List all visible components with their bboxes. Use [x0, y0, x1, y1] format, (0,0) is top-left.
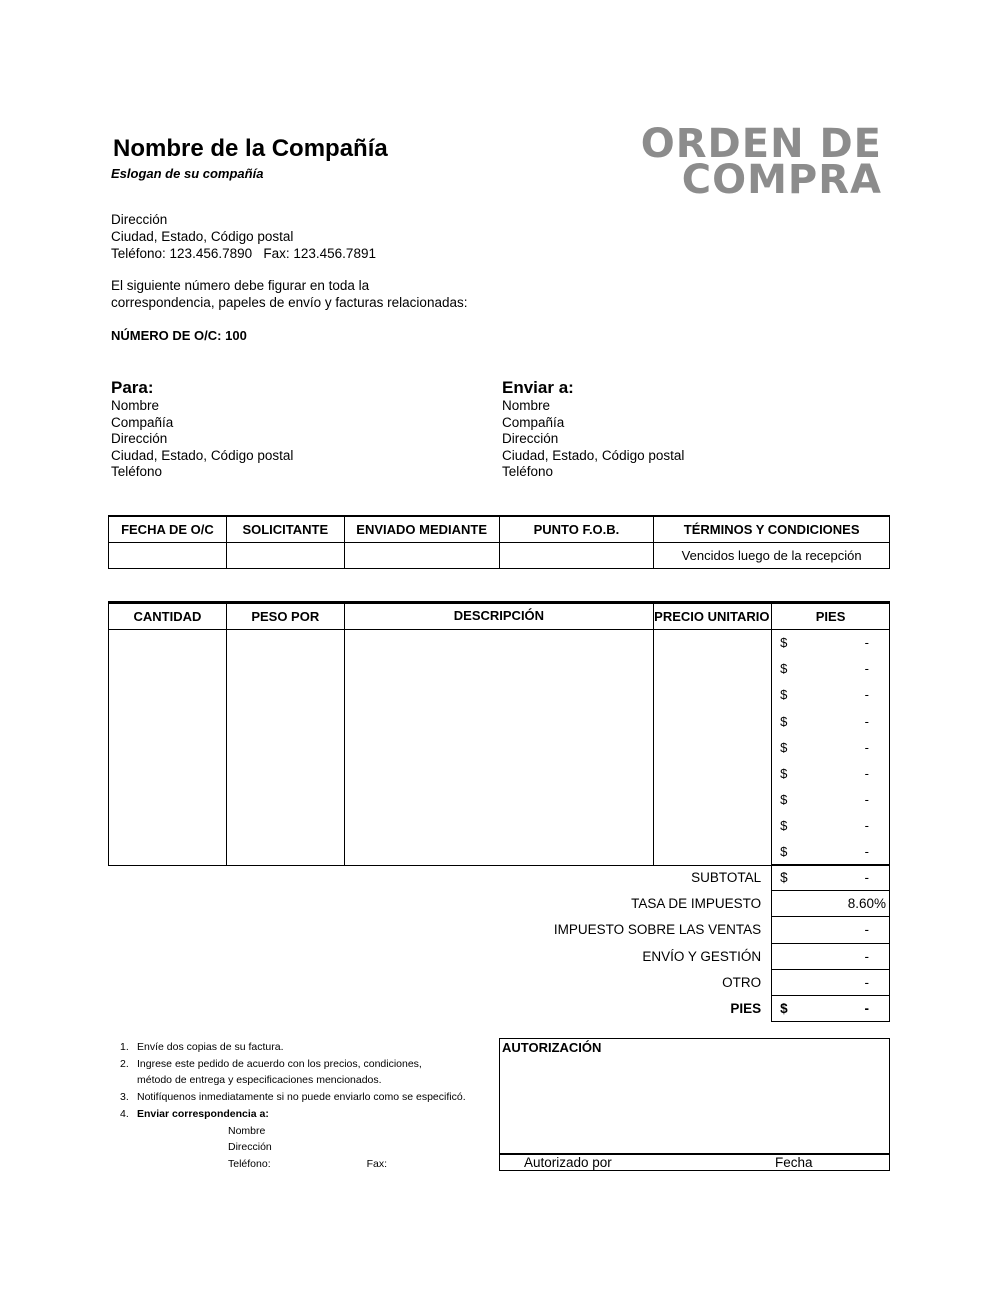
currency-symbol: $	[780, 661, 788, 677]
ship-to-company: Compañía	[502, 414, 565, 430]
weight-cell[interactable]	[226, 630, 344, 656]
header-po-date: FECHA DE O/C	[109, 516, 227, 542]
po-number-value: 100	[225, 328, 247, 343]
unit-price-cell[interactable]	[654, 734, 772, 760]
currency-symbol: $	[780, 635, 788, 651]
currency-symbol: $	[780, 844, 788, 860]
line-items-table	[108, 601, 890, 866]
description-cell[interactable]	[344, 760, 653, 786]
currency-symbol: $	[780, 792, 788, 808]
subtotal-row	[540, 865, 890, 891]
notice-line: El siguiente número debe figurar en toda la	[111, 278, 370, 293]
header-description: DESCRIPCIÓN	[344, 603, 653, 630]
ship-to-city: Ciudad, Estado, Código postal	[502, 447, 685, 463]
line-total: -	[864, 713, 869, 729]
line-total-cell	[772, 787, 890, 813]
description-cell[interactable]	[344, 708, 653, 734]
instructions-list	[120, 1039, 466, 1173]
unit-price-cell[interactable]	[654, 630, 772, 656]
table-row	[109, 839, 890, 865]
header-requester: SOLICITANTE	[226, 516, 344, 542]
city-line: Ciudad, Estado, Código postal	[111, 229, 294, 244]
line-total: -	[864, 635, 869, 651]
bill-to-heading: Para:	[111, 378, 154, 397]
contact-address-text: Dirección	[228, 1141, 272, 1154]
document-title-line1: ORDEN DE	[640, 121, 882, 167]
po-notice	[111, 277, 467, 311]
currency-symbol: $	[780, 739, 788, 755]
item-text: Ingrese este pedido de acuerdo con los precios, condiciones,	[137, 1057, 422, 1070]
weight-cell[interactable]	[226, 734, 344, 760]
subtotal-value	[772, 865, 890, 891]
subtotal-amount: -	[864, 870, 869, 886]
bill-to-block	[111, 378, 293, 481]
totals-table	[540, 864, 890, 1022]
header-shipped-via: ENVIADO MEDIANTE	[344, 516, 499, 542]
ship-to-heading: Enviar a:	[502, 378, 574, 397]
other-label: OTRO	[722, 974, 762, 990]
fob-point-cell[interactable]	[499, 542, 654, 568]
total-value	[772, 995, 890, 1021]
quantity-cell[interactable]	[109, 708, 227, 734]
weight-cell[interactable]	[226, 760, 344, 786]
bill-to-address: Dirección	[111, 431, 168, 447]
bill-to-phone: Teléfono	[111, 464, 163, 480]
line-total-cell	[772, 708, 890, 734]
ship-to-phone: Teléfono	[502, 464, 554, 480]
unit-price-cell[interactable]	[654, 839, 772, 865]
authorized-by-label: Autorizado por	[524, 1155, 612, 1170]
total-label: PIES	[730, 1001, 762, 1017]
item-text: Enviar correspondencia a:	[137, 1107, 269, 1120]
currency-symbol: $	[780, 870, 788, 886]
currency-symbol: $	[780, 713, 788, 729]
contact-fax-label: Fax:	[366, 1157, 388, 1170]
header-fob-point: PUNTO F.O.B.	[499, 516, 654, 542]
line-total-cell	[772, 734, 890, 760]
list-item	[120, 1056, 466, 1073]
line-items-header-row	[109, 603, 890, 630]
item-number: 2.	[120, 1057, 129, 1070]
total-row	[540, 995, 890, 1021]
subtotal-label: SUBTOTAL	[691, 870, 762, 886]
line-total-cell	[772, 630, 890, 656]
header-unit-price: PRECIO UNITARIO	[654, 603, 772, 630]
ship-to-name: Nombre	[502, 398, 551, 413]
authorization-title: AUTORIZACIÓN	[502, 1040, 602, 1055]
terms-cell[interactable]: Vencidos luego de la recepción	[654, 542, 890, 568]
sales-tax-label: IMPUESTO SOBRE LAS VENTAS	[553, 922, 762, 938]
bill-to-company: Compañía	[111, 414, 174, 430]
ship-to-address: Dirección	[502, 431, 559, 447]
table-row	[109, 813, 890, 839]
unit-price-cell[interactable]	[654, 813, 772, 839]
list-item	[120, 1072, 466, 1089]
quantity-cell[interactable]	[109, 787, 227, 813]
weight-cell[interactable]	[226, 787, 344, 813]
line-total: -	[864, 792, 869, 808]
po-number	[111, 328, 247, 343]
tax-rate-input[interactable]: 8.60%	[772, 891, 890, 917]
item-number	[120, 1072, 137, 1089]
description-cell[interactable]	[344, 813, 653, 839]
line-total: -	[864, 844, 869, 860]
line-total: -	[864, 766, 869, 782]
order-info-values-row	[109, 542, 890, 568]
bill-to-name: Nombre	[111, 398, 160, 413]
header-terms: TÉRMINOS Y CONDICIONES	[654, 516, 890, 542]
contact-name	[120, 1123, 466, 1140]
shipping-input[interactable]: -	[772, 943, 890, 969]
line-total-cell	[772, 682, 890, 708]
list-item	[120, 1106, 466, 1123]
unit-price-cell[interactable]	[654, 787, 772, 813]
po-date-cell[interactable]	[109, 542, 227, 568]
table-row	[109, 760, 890, 786]
weight-cell[interactable]	[226, 708, 344, 734]
weight-cell[interactable]	[226, 682, 344, 708]
line-total: -	[864, 739, 869, 755]
item-text: Envíe dos copias de su factura.	[137, 1041, 284, 1053]
contact-address	[120, 1139, 466, 1156]
ship-to-block	[502, 378, 684, 481]
quantity-cell[interactable]	[109, 813, 227, 839]
order-info-header-row	[109, 516, 890, 542]
po-number-label: NÚMERO DE O/C:	[111, 328, 222, 343]
quantity-cell[interactable]	[109, 734, 227, 760]
weight-cell[interactable]	[226, 656, 344, 682]
description-cell[interactable]	[344, 682, 653, 708]
unit-price-cell[interactable]	[654, 760, 772, 786]
contact-phone-fax	[120, 1156, 466, 1173]
other-input[interactable]: -	[772, 969, 890, 995]
list-item	[120, 1039, 466, 1056]
contact-phone-label: Teléfono:	[228, 1157, 271, 1170]
table-row	[109, 734, 890, 760]
weight-cell[interactable]	[226, 839, 344, 865]
line-total: -	[864, 687, 869, 703]
line-total-cell	[772, 839, 890, 865]
currency-symbol: $	[780, 1001, 788, 1017]
company-address	[111, 211, 376, 262]
order-info-table	[108, 515, 890, 569]
item-number: 3.	[120, 1091, 129, 1104]
requester-cell[interactable]	[226, 542, 344, 568]
table-row	[109, 656, 890, 682]
tax-rate-label: TASA DE IMPUESTO	[631, 896, 762, 912]
table-row	[109, 708, 890, 734]
line-total-cell	[772, 813, 890, 839]
authorization-box[interactable]	[499, 1038, 890, 1171]
company-name: Nombre de la Compañía	[113, 135, 388, 162]
list-item	[120, 1089, 466, 1106]
notice-line: correspondencia, papeles de envío y facturas relacionadas:	[111, 295, 468, 310]
date-label: Fecha	[775, 1155, 813, 1170]
phone-fax-line: Teléfono: 123.456.7890 Fax: 123.456.7891	[111, 246, 376, 261]
line-total: -	[864, 661, 869, 677]
header-weight-per: PESO POR	[226, 603, 344, 630]
currency-symbol: $	[780, 766, 788, 782]
table-row	[109, 630, 890, 656]
authorization-footer	[500, 1153, 889, 1170]
line-total-cell	[772, 760, 890, 786]
address-line: Dirección	[111, 212, 168, 227]
contact-name-text: Nombre	[228, 1124, 266, 1137]
sales-tax-row	[540, 917, 890, 943]
quantity-cell[interactable]	[109, 656, 227, 682]
item-number: 4.	[120, 1107, 129, 1120]
line-total: -	[864, 818, 869, 834]
description-cell[interactable]	[344, 734, 653, 760]
description-cell[interactable]	[344, 656, 653, 682]
shipping-label: ENVÍO Y GESTIÓN	[642, 948, 762, 964]
shipped-via-cell[interactable]	[344, 542, 499, 568]
item-text: método de entrega y especificaciones mencionados.	[137, 1074, 382, 1087]
unit-price-cell[interactable]	[654, 682, 772, 708]
total-amount: -	[864, 1001, 869, 1017]
unit-price-cell[interactable]	[654, 656, 772, 682]
shipping-row	[540, 943, 890, 969]
table-row	[109, 787, 890, 813]
currency-symbol: $	[780, 687, 788, 703]
tax-rate-row	[540, 891, 890, 917]
other-row	[540, 969, 890, 995]
quantity-cell[interactable]	[109, 760, 227, 786]
currency-symbol: $	[780, 818, 788, 834]
unit-price-cell[interactable]	[654, 708, 772, 734]
sales-tax-value: -	[772, 917, 890, 943]
line-total-cell	[772, 656, 890, 682]
item-number: 1.	[120, 1041, 129, 1053]
description-cell[interactable]	[344, 787, 653, 813]
bill-to-city: Ciudad, Estado, Código postal	[111, 447, 294, 463]
header-total: PIES	[772, 603, 890, 630]
document-title	[640, 121, 882, 203]
description-cell[interactable]	[344, 630, 653, 656]
description-cell[interactable]	[344, 839, 653, 865]
company-slogan: Eslogan de su compañía	[111, 166, 264, 181]
weight-cell[interactable]	[226, 813, 344, 839]
quantity-cell[interactable]	[109, 682, 227, 708]
table-row	[109, 682, 890, 708]
quantity-cell[interactable]	[109, 630, 227, 656]
quantity-cell[interactable]	[109, 839, 227, 865]
item-text: Notifíquenos inmediatamente si no puede enviarlo como se especificó.	[137, 1091, 466, 1104]
header-quantity: CANTIDAD	[109, 603, 227, 630]
document-title-line2: COMPRA	[681, 157, 882, 203]
